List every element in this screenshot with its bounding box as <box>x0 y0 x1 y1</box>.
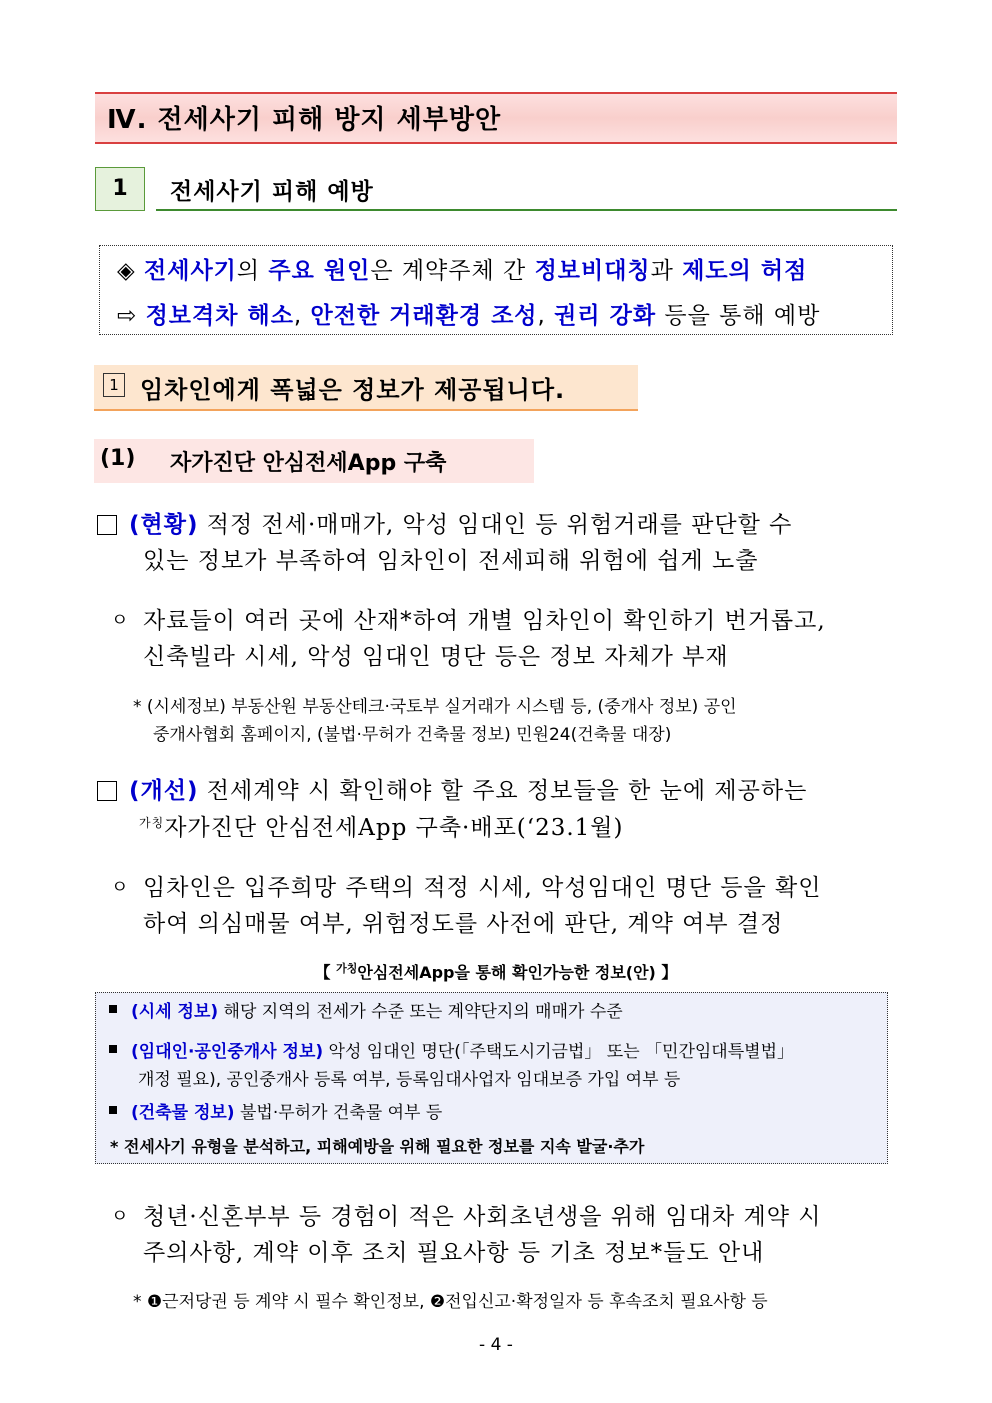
info-item-3: (건축물 정보) 불법·무허가 건축물 여부 등 <box>131 1103 443 1123</box>
note1-line-2: 중개사협회 홈페이지, (불법·무허가 건축물 정보) 민원24(건축물 대장) <box>153 725 672 745</box>
current-line-2: 있는 정보가 부족하여 임차인이 전세피해 위험에 쉽게 노출 <box>143 548 759 574</box>
section-title <box>107 99 501 136</box>
current-line-1: (현황) 적정 전세·매매가, 악성 임대인 등 위험거래를 판단할 수 <box>129 512 793 538</box>
detail1-line-2: 신축빌라 시세, 악성 임대인 명단 등은 정보 자체가 부재 <box>143 644 729 670</box>
section-number: Ⅳ. <box>107 105 148 135</box>
info-item-1: (시세 정보) 해당 지역의 전세가 수준 또는 계약단지의 매매가 수준 <box>131 1002 623 1022</box>
info-item-2-cont: 개정 필요), 공인중개사 등록 여부, 등록임대사업자 임대보증 가입 여부 등 <box>138 1070 681 1090</box>
subsection-number: 1 <box>95 167 145 211</box>
page-number: - 4 - <box>479 1335 513 1355</box>
topic-title: 임차인에게 폭넓은 정보가 제공됩니다. <box>140 376 566 404</box>
bullet-icon: ㅇ <box>111 1206 130 1227</box>
detail1-line-1: 자료들이 여러 곳에 산재*하여 개별 임차인이 확인하기 번거롭고, <box>143 608 826 634</box>
topic-number: 1 <box>103 373 125 397</box>
note1-line-1: * (시세정보) 부동산원 부동산테크·국토부 실거래가 시스템 등, (중개사 정보) 공인 <box>133 697 737 717</box>
detail3-line-1: 청년·신혼부부 등 경험이 적은 사회초년생을 위해 임대차 계약 시 <box>143 1204 822 1230</box>
subsection-underline <box>156 209 897 211</box>
square-bullet-icon <box>109 1106 117 1114</box>
note2: * ❶근저당권 등 계약 시 필수 확인정보, ❷전입신고·확정일자 등 후속조치 필요사항 등 <box>133 1292 768 1312</box>
summary-line-2: ⇨ 정보격차 해소, 안전한 거래환경 조성, 권리 강화 등을 통해 예방 <box>117 303 821 329</box>
subsection-title: 전세사기 피해 예방 <box>170 179 374 205</box>
summary-line-1: ◈ 전세사기의 주요 원인은 계약주체 간 정보비대칭과 제도의 허점 <box>117 258 808 284</box>
square-bullet-icon <box>109 1045 117 1053</box>
info-box-title: 【 $^{가칭}$안심전세App을 통해 확인가능한 정보(안) 】 <box>314 962 678 982</box>
info-item-2: (임대인·공인중개사 정보) 악성 임대인 명단(「주택도시기금법」 또는 「민간임대특별법」 <box>131 1042 794 1062</box>
arrow-icon: ⇨ <box>117 303 138 329</box>
section-title-text: 전세사기 피해 방지 세부방안 <box>157 105 502 135</box>
improve-line-2: $^{가칭}$자가진단 안심전세App 구축·배포(‘23.1월) <box>139 815 624 841</box>
info-footnote: * 전세사기 유형을 분석하고, 피해예방을 위해 필요한 정보를 지속 발굴·추가 <box>110 1137 645 1156</box>
square-bullet-icon <box>109 1005 117 1013</box>
checkbox-icon <box>97 781 117 801</box>
item-title: 자가진단 안심전세App 구축 <box>170 451 447 476</box>
improve-line-1: (개선) 전세계약 시 확인해야 할 주요 정보들을 한 눈에 제공하는 <box>129 778 808 804</box>
diamond-icon: ◈ <box>117 258 136 284</box>
detail2-line-1: 임차인은 입주희망 주택의 적정 시세, 악성임대인 명단 등을 확인 <box>143 875 822 901</box>
detail3-line-2: 주의사항, 계약 이후 조치 필요사항 등 기초 정보*들도 안내 <box>143 1240 765 1266</box>
item-number: (1) <box>100 446 136 471</box>
bullet-icon: ㅇ <box>111 877 130 898</box>
bullet-icon: ㅇ <box>111 610 130 631</box>
checkbox-icon <box>97 515 117 535</box>
detail2-line-2: 하여 의심매물 여부, 위험정도를 사전에 판단, 계약 여부 결정 <box>143 911 784 937</box>
